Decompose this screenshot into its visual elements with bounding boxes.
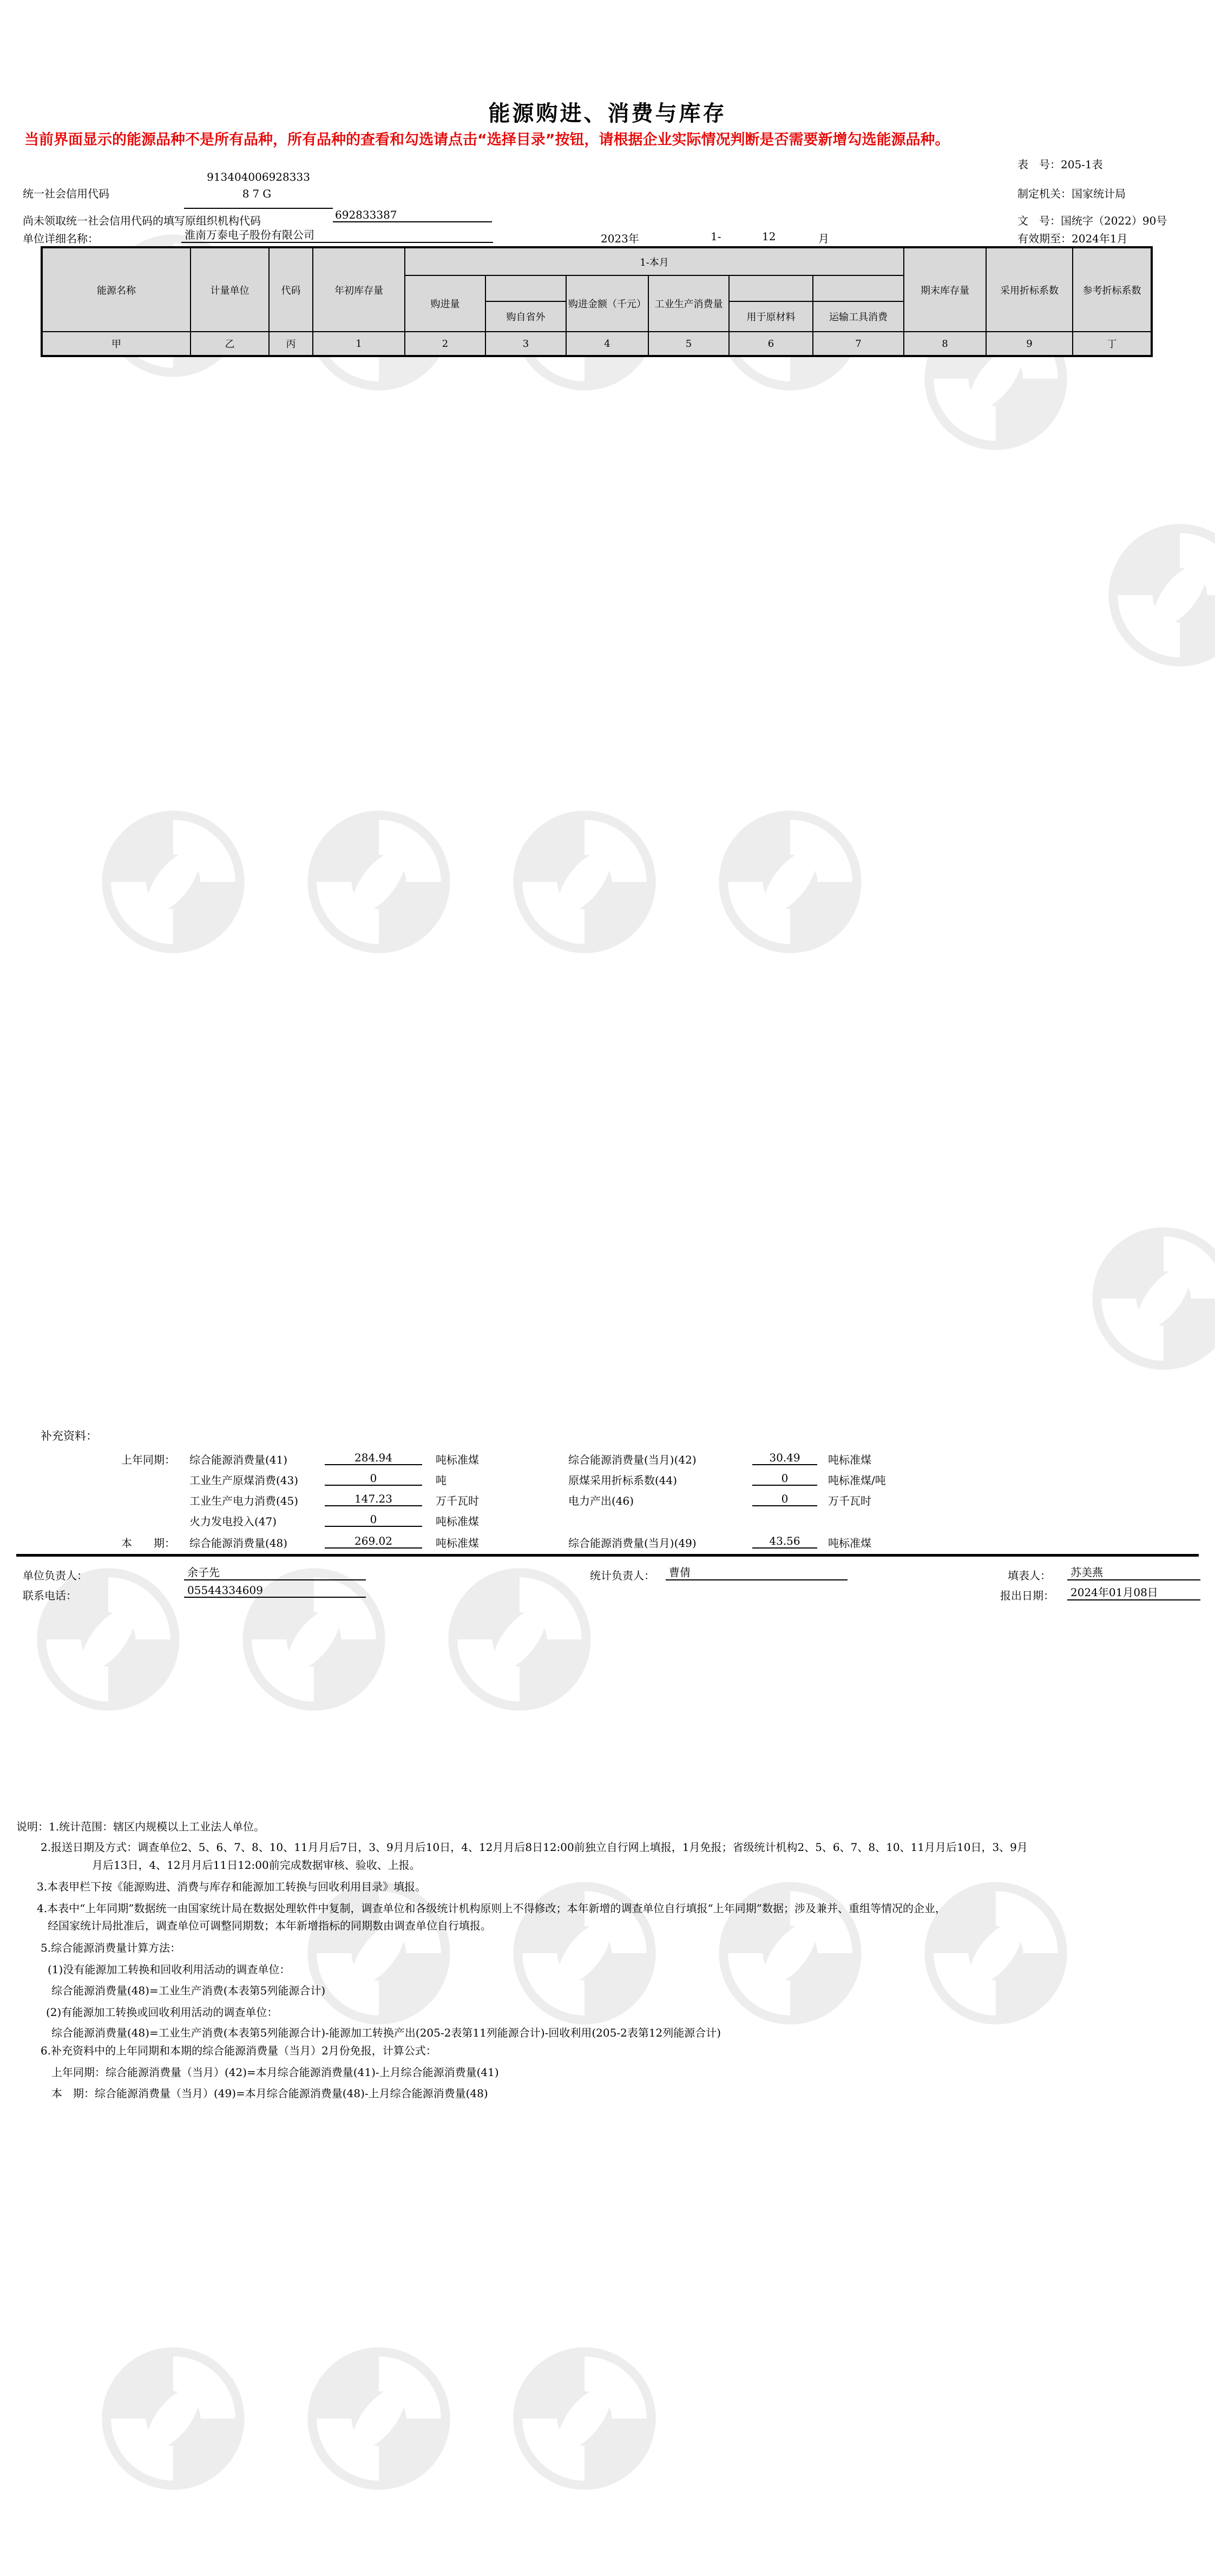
unit-leader-field[interactable]: 余子先 — [184, 1564, 366, 1580]
supplement-value-field[interactable]: 147.23 — [325, 1492, 422, 1506]
supplement-unit: 吨标准煤/吨 — [828, 1474, 886, 1487]
header-spacer-1 — [485, 275, 566, 301]
org-code-label: 尚未领取统一社会信用代码的填写原组织机构代码 — [23, 214, 261, 227]
authority-value: 国家统计局 — [1072, 187, 1126, 200]
note-line: 月后13日，4、12月月后11日12:00前完成数据审核、验收、上报。 — [92, 1859, 421, 1872]
stat-leader-label: 统计负责人： — [590, 1569, 655, 1582]
column-letter: 丙 — [269, 332, 313, 356]
note-line: 上年同期：综合能源消费量（当月）(42)=本月综合能源消费量(41)-上月综合能源消费量(41) — [51, 2066, 499, 2079]
unit-name-field[interactable]: 淮南万泰电子股份有限公司 — [181, 226, 493, 243]
report-date-field[interactable]: 2024年01月08日 — [1067, 1584, 1200, 1600]
header-energy-name: 能源名称 — [42, 247, 191, 332]
column-letter: 6 — [729, 332, 813, 356]
note-line: (1)没有能源加工转换和回收利用活动的调查单位： — [48, 1963, 291, 1976]
column-letter: 乙 — [191, 332, 269, 356]
unit-leader-label: 单位负责人： — [23, 1569, 88, 1582]
supplement-unit: 吨标准煤 — [436, 1537, 479, 1550]
header-purchase: 购进量 — [405, 275, 485, 332]
supplement-value-field[interactable]: 0 — [325, 1513, 422, 1527]
supplement-label: 综合能源消费量(48) — [189, 1537, 288, 1550]
supplement-prefix: 本 期： — [121, 1537, 175, 1550]
supplement-value-field[interactable]: 0 — [325, 1472, 422, 1486]
note-line: 4.本表中“上年同期”数据统一由国家统计局在数据处理软件中复制，调查单位和各级统计机构原则上不得修改；本年新增的调查单位自行填报“上年同期”数据；涉及兼并、重组等情况的企业， — [37, 1902, 946, 1915]
supplement-label: 综合能源消费量(当月)(42) — [568, 1453, 697, 1466]
column-letter: 8 — [904, 332, 986, 356]
supplement-unit: 万千瓦时 — [828, 1494, 871, 1507]
supplement-line — [0, 1472, 1215, 1492]
warning-banner: 当前界面显示的能源品种不是所有品种，所有品种的查看和勾选请点击“选择目录”按钮，请根据企业实际情况判断是否需要新增勾选能源品种。 — [24, 131, 950, 148]
header-begin-stock: 年初库存量 — [313, 247, 405, 332]
supplement-unit: 吨标准煤 — [828, 1537, 871, 1550]
supplement-unit: 吨标准煤 — [828, 1453, 871, 1466]
column-letter: 2 — [405, 332, 485, 356]
supplement-value-field[interactable]: 0 — [752, 1492, 817, 1506]
credit-code-field[interactable] — [184, 169, 333, 209]
note-line: 3.本表甲栏下按《能源购进、消费与库存和能源加工转换与回收利用目录》填报。 — [37, 1880, 426, 1893]
header-spacer-2 — [729, 275, 813, 301]
header-code: 代码 — [269, 247, 313, 332]
note-line: 综合能源消费量(48)=工业生产消费(本表第5列能源合计)-能源加工转换产出(205-2表第11列能源合计)-回收利用(205-2表第12列能源合计) — [51, 2026, 721, 2039]
supplement-line — [0, 1492, 1215, 1513]
report-date-label: 报出日期： — [1000, 1589, 1054, 1602]
column-letter: 甲 — [42, 332, 191, 356]
section-divider — [16, 1554, 1199, 1557]
column-letter: 4 — [566, 332, 648, 356]
form-no-value: 205-1表 — [1061, 158, 1103, 171]
note-line: 本 期：综合能源消费量（当月）(49)=本月综合能源消费量(48)-上月综合能源消费量(48) — [51, 2087, 488, 2100]
supplement-label: 电力产出(46) — [568, 1494, 634, 1507]
valid-until-label: 有效期至： — [1017, 232, 1072, 245]
supplement-title: 补充资料： — [41, 1429, 97, 1442]
column-letter: 5 — [648, 332, 729, 356]
supplement-value-field[interactable]: 269.02 — [325, 1534, 422, 1549]
supplement-prefix: 上年同期： — [121, 1453, 175, 1466]
supplement-line — [0, 1513, 1215, 1533]
supplement-unit: 吨 — [436, 1474, 446, 1487]
note-line: 6.补充资料中的上年同期和本期的综合能源消费量（当月）2月份免报，计算公式： — [41, 2044, 437, 2057]
note-line: (2)有能源加工转换或回收利用活动的调查单位： — [46, 2006, 278, 2019]
supplement-label: 综合能源消费量(当月)(49) — [568, 1537, 697, 1550]
doc-no-line — [1017, 212, 1204, 228]
form-no-label: 表 号： — [1017, 158, 1061, 171]
header-unit: 计量单位 — [191, 247, 269, 332]
supplement-label: 工业生产电力消费(45) — [189, 1494, 299, 1507]
doc-no-label: 文 号： — [1017, 214, 1061, 227]
header-out-province: 购自省外 — [485, 301, 566, 332]
header-raw-material: 用于原材料 — [729, 301, 813, 332]
supplement-label: 原煤采用折标系数(44) — [568, 1474, 678, 1487]
valid-until-value: 2024年1月 — [1072, 232, 1128, 245]
period-month-label: 月 — [818, 232, 829, 245]
supplement-line — [0, 1534, 1215, 1555]
page-title: 能源购进、消费与库存 — [488, 101, 727, 126]
period-month-to[interactable]: 12 — [762, 230, 776, 243]
preparer-label: 填表人： — [1008, 1569, 1051, 1582]
supplement-value-field[interactable]: 43.56 — [752, 1534, 817, 1549]
column-letter: 9 — [986, 332, 1073, 356]
valid-until-line — [1017, 230, 1204, 246]
column-letter: 7 — [813, 332, 904, 356]
header-adopted-coef: 采用折标系数 — [986, 247, 1073, 332]
table-header — [42, 247, 1152, 356]
supplement-line — [0, 1451, 1215, 1472]
note-line: 2.报送日期及方式：调查单位2、5、6、7、8、10、11月月后7日，3、9月月后10日，4、12月月后8日12:00前独立自行网上填报，1月免报；省级统计机构2、5、6、7、8、10、11月月后10日，3、9月 — [41, 1841, 1028, 1854]
header-period: 1-本月 — [405, 247, 904, 275]
supplement-unit: 吨标准煤 — [436, 1515, 479, 1528]
phone-label: 联系电话： — [23, 1589, 77, 1602]
supplement-label: 综合能源消费量(41) — [189, 1453, 288, 1466]
header-spacer-3 — [813, 275, 904, 301]
phone-field[interactable]: 05544334609 — [184, 1584, 366, 1598]
column-letters-row — [42, 332, 1152, 356]
form-no-line — [1017, 156, 1204, 172]
header-industry-consumption: 工业生产消费量 — [648, 275, 729, 332]
credit-code-line1: 913404006928333 — [207, 170, 310, 183]
authority-line — [1017, 185, 1204, 201]
authority-label: 制定机关： — [1017, 187, 1072, 200]
supplement-label: 工业生产原煤消费(43) — [189, 1474, 299, 1487]
credit-code-label: 统一社会信用代码 — [23, 187, 109, 200]
supplement-value-field[interactable]: 0 — [752, 1472, 817, 1486]
column-letter: 3 — [485, 332, 566, 356]
supplement-value-field[interactable]: 284.94 — [325, 1451, 422, 1465]
supplement-unit: 吨标准煤 — [436, 1453, 479, 1466]
org-code-field[interactable]: 692833387 — [333, 208, 492, 222]
note-line: 5.综合能源消费量计算方法： — [41, 1941, 181, 1954]
note-line: 综合能源消费量(48)=工业生产消费(本表第5列能源合计) — [51, 1984, 326, 1997]
note-line: 说明：1.统计范围：辖区内规模以上工业法人单位。 — [16, 1820, 265, 1833]
unit-name-label: 单位详细名称： — [23, 232, 98, 245]
credit-code-line2: 87G — [242, 187, 275, 200]
preparer-field[interactable]: 苏美燕 — [1067, 1564, 1200, 1580]
header-amount: 购进金额（千元） — [566, 275, 648, 332]
period-month-from[interactable]: 1- — [711, 230, 721, 243]
header-ref-coef: 参考折标系数 — [1073, 247, 1152, 332]
header-end-stock: 期末库存量 — [904, 247, 986, 332]
note-line: 经国家统计局批准后，调查单位可调整同期数；本年新增指标的同期数由调查单位自行填报。 — [48, 1919, 491, 1932]
stat-leader-field[interactable]: 曹倩 — [666, 1564, 848, 1580]
header-transport: 运输工具消费 — [813, 301, 904, 332]
supplement-value-field[interactable]: 30.49 — [752, 1451, 817, 1465]
energy-table-1 — [41, 246, 1153, 357]
column-letter: 丁 — [1073, 332, 1152, 356]
supplement-label: 火力发电投入(47) — [189, 1515, 277, 1528]
supplement-unit: 万千瓦时 — [436, 1494, 479, 1507]
column-letter: 1 — [313, 332, 405, 356]
period-year: 2023年 — [601, 232, 639, 245]
doc-no-value: 国统字（2022）90号 — [1061, 214, 1167, 227]
